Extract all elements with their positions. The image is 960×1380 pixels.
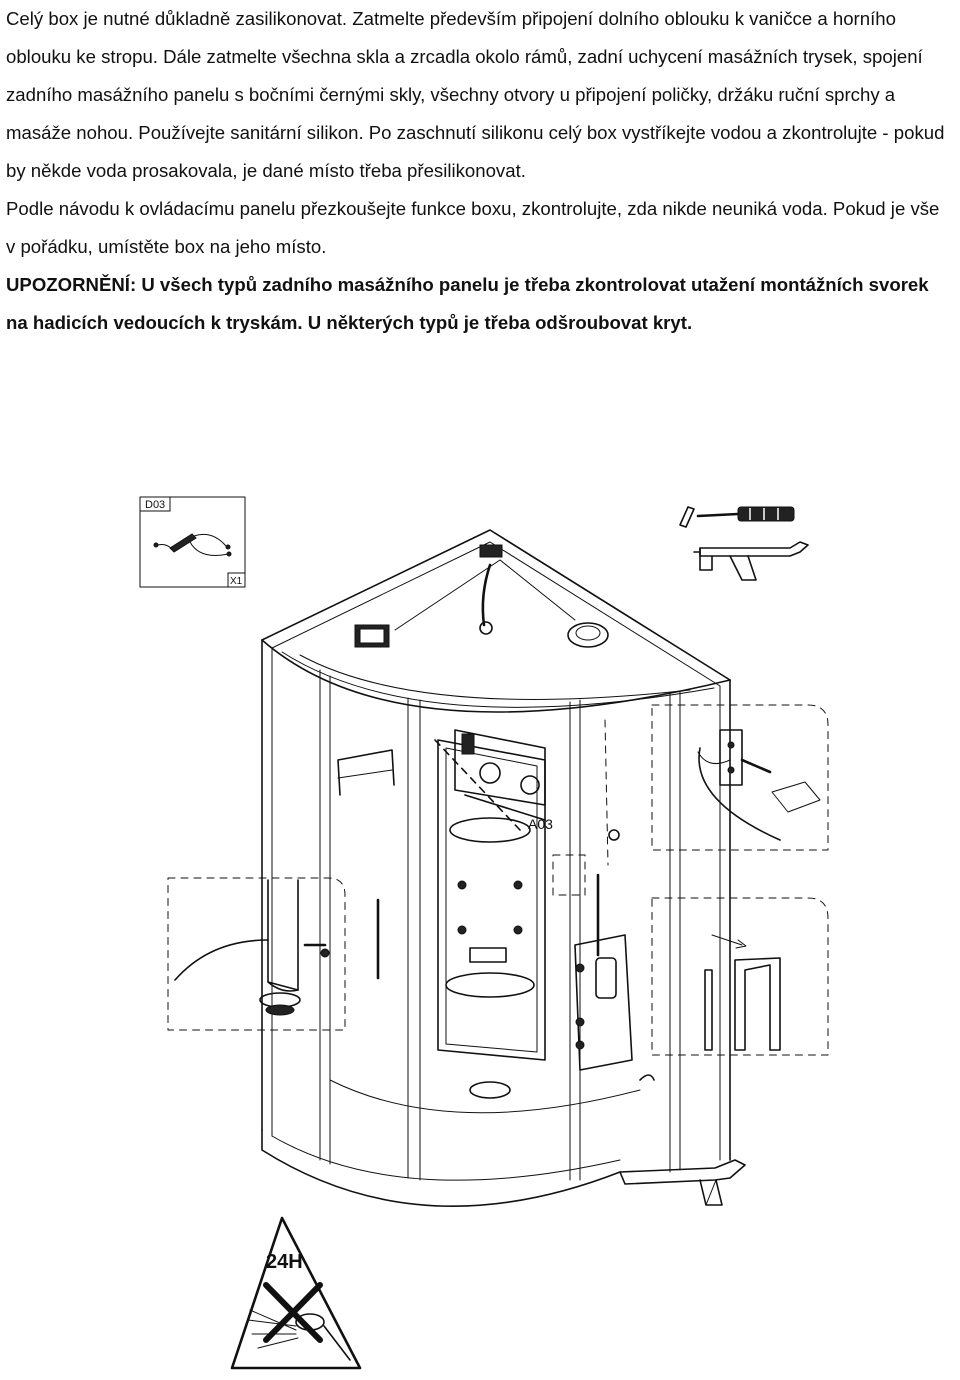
drying-time-label: 24H	[266, 1251, 303, 1273]
shower-cabin	[262, 530, 730, 1206]
part-code-label: D03	[145, 499, 166, 511]
warning-note: UPOZORNĚNÍ: U všech typů zadního masážního panelu je třeba zkontrolovat utažení montážních svorek na hadicích vedoucích k tryskám. U některých typů je třeba odšroubovat kryt.	[6, 274, 929, 333]
part-qty-label: X1	[230, 576, 243, 587]
silicone-gun-icon	[694, 542, 808, 580]
detail-inset-screw-cable	[652, 705, 828, 850]
callout-a03: A03	[528, 816, 553, 832]
detail-inset-profile	[652, 898, 828, 1055]
silicone-instructions: Celý box je nutné důkladně zasilikonovat. Zatmelte především připojení dolního oblouku k vaničce a horního oblouku ke stropu. Dále zatmelte všechna skla a zrcadla okolo rámů, zadní uchycení masážních trysek, spojení zadního masážního panelu s bočními černými skly, všechny otvory u připojení poličky, držáku ruční sprchy a masáže nohou. Používejte sanitární silikon. Po zaschnutí silikonu celý box vystříkejte vodou a zkontrolujte - pokud by někde voda prosakovala, je dané místo třeba přesilikonovat.	[6, 8, 945, 181]
part-inset-d03	[140, 497, 245, 587]
silicone-gun-lower-icon	[620, 1160, 745, 1205]
detail-inset-foot	[168, 878, 345, 1030]
function-test-instructions: Podle návodu k ovládacímu panelu přezkoušejte funkce boxu, zkontrolujte, zda nikde neuniká voda. Pokud je vše v pořádku, umístěte box na jeho místo.	[6, 198, 940, 257]
screwdriver-icon	[680, 507, 794, 527]
no-water-24h-warning	[232, 1218, 360, 1368]
